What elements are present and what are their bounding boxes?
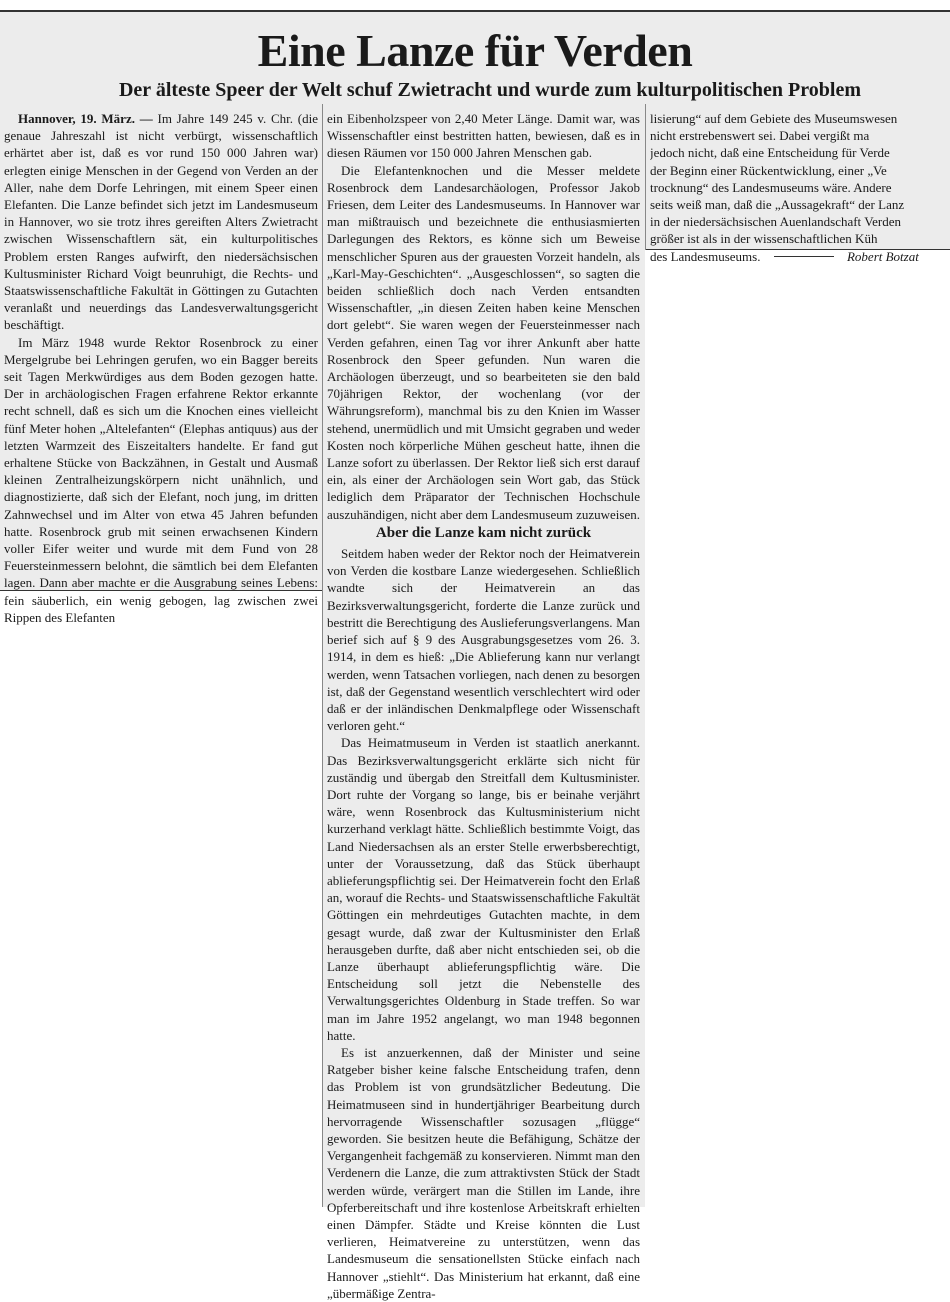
column-3 [650,110,950,265]
paragraph-5: Seitdem haben weder der Rektor noch der Heimatverein von Verden die kostbare Lanze wiedergesehen. Schließlich wandte sich der Heimatverein an das Bezirksverwaltungsgericht, forderte die Lanze zurück und bestritt die Berechtigung des Auslieferungsverlangens. Man berief sich auf § 9 des Ausgrabungsgesetzes vom 26. 3. 1914, in dem es hieß: „Die Ablieferung kann nur verlangt werden, wenn Tatsachen vorliegen, nach denen zu besorgen ist, daß der Gegenstand wesentlich verschlechtert wird oder daß er der inländischen Denkmalpflege oder Wissenschaft verloren geht.“ [327,546,640,734]
col3-line: jedoch nicht, daß eine Entscheidung für Verde [650,145,890,161]
column-1 [4,110,318,626]
paragraph-7: Es ist anzuerkennen, daß der Minister und seine Ratgeber bisher keine falsche Entscheidung trafen, denn das Problem ist von grundsätzlicher Bedeutung. Die Heimatmuseen sind in hundertjähriger Bearbeitung durch hervorragende Wissenschaftler sozusagen „flügge“ geworden. Sie besitzen heute die Befähigung, Schätze der Vergangenheit fachgemäß zu konservieren. Nimmt man den Verdenern die Lanze, die zum attraktivsten Stück der Stadt werden würde, verärgert man die Stillen im Lande, ihre Opferbereitschaft und ihre kostenlose Arbeitskraft erhielten einen Dämpfer. Städte und Kreise könnten die Lust verlieren, Heimatvereine zu unterstützen, wenn das Landesmuseum die sensationellsten Stücke einfach nach Hannover „stiehlt“. Das Ministerium hat erkannt, daß eine „übermäßige Zentra- [327,1044,640,1301]
paragraph-6: Das Heimatmuseum in Verden ist staatlich anerkannt. Das Bezirksverwaltungsgericht erklärte sich nicht für zuständig und übergab den Streitfall dem Kultusminister. Dort ruhte der Vorgang so lange, bis er beinahe verjährt wäre, wenn Rosenbrock das Kultusministerium nicht kurzerhand verklagt hätte. Schließlich bestimmte Voigt, das Land Niedersachsen als an erster Stelle erwerbsberechtigt, unter der Voraussetzung, daß das Stück überhaupt ablieferungspflichtig sei. Der Heimatverein focht den Erlaß an, worauf die Rechts- und Staatswissenschaftliche Fakultät Göttingen ein mehrdeutiges Gutachten machte, in dem gesagt wurde, daß zwar der Kultusminister den Erlaß herausgeben durfte, daß aber nicht entschieden sei, ob die Lanze überhaupt ablieferungspflichtig wäre. Die Entscheidung soll jetzt die Nebenstelle des Verwaltungsgerichtes Oldenburg in Stade treffen. So war man im Jahre 1952 angelangt, wo man 1948 begonnen hatte. [327,735,640,1043]
end-rule [774,256,834,257]
column-divider-1 [322,104,323,1207]
paragraph-4: Die Elefantenknochen und die Messer meldete Rosenbrock dem Landesarchäologen, Professor Jakob Friesen, dem Leiter des Landesmuseums. In Hannover war man mißtrauisch und bezeichnete die enthusiasmierten Darlegungen des Rektors, es könne sich um Beweise menschlicher Spuren aus der grauesten Vorzeit handeln, als „Karl-May-Geschichten“. „Ausgeschlossen“, so sagten die beiden schließlich doch nach Verden entsandten Wissenschaftler, „in diesen Zeiten haben keine Menschen dort gelebt“. Sie waren wegen der Feuersteinmesser nach Verden gefahren, einen Tag vor ihrer Ankunft aber hatte Rosenbrock den Speer gefunden. Nun waren die Archäologen überzeugt, und so bearbeiteten sie den bald 70jährigen Rektor, der wochenlang (vor der Währungsreform), manchmal bis zu den Knien im Wasser stehend, unermüdlich und mit Umsicht gegraben und weder Kosten noch körperliche Mühen gescheut hatte, ihnen die Lanze sofort zu überlassen. Der Rektor ließ sich erst darauf ein, als einer der Archäologen sein Wort gab, das Stück lediglich dem Präparator der Technischen Hochschule auszuhändigen, nicht aber dem Landesmuseum zuzuweisen. [327,162,640,522]
col3-line: trocknung“ des Landesmuseums wäre. Andere [650,179,892,195]
top-rule [0,10,950,12]
headline: Eine Lanze für Verden [257,25,693,76]
author-signature: Robert Botzat [846,248,919,264]
col3-line: nicht erstrebenswert sei. Dabei vergißt ma [650,128,870,144]
paragraph-3: ein Eibenholzspeer von 2,40 Meter Länge. Damit war, was Wissenschaftler einst bestritten hatten, bewiesen, daß es in diesen Räumen vor 150 000 Jahren Menschen gab. [327,111,640,161]
column-divider-2 [645,104,646,250]
col3-line: seits weiß man, daß die „Aussagekraft“ der Lanz [650,197,905,213]
col3-last-line [650,248,950,265]
column-2 [327,110,640,1302]
crosshead: Aber die Lanze kam nicht zurück [375,524,592,541]
col3-line: der Beginn einer Rückentwicklung, einer „Ve [650,162,887,178]
paragraph-2: Im März 1948 wurde Rektor Rosenbrock zu einer Mergelgrube bei Lehringen gerufen, wo ein Bagger bereits seit Tagen Merkwürdiges aus dem Boden gezogen hatte. Der in archäologischen Fragen erfahrene Rektor erkannte recht schnell, daß es sich um die Knochen eines vielleicht fünf Meter hohen „Altelefanten“ (Elephas antiquus) aus der letzten Warmzeit des Eiszeitalters handelte. Er fand gut erhaltene Stücke von Backzähnen, in Gestalt und Ausmaß kleinen Zentralheizungskörpern nicht unähnlich, und diagnostizierte, daß sich der Elefant, noch jung, im dritten Zahnwechsel und im Alter von etwa 45 Jahren befunden hatte. Rosenbrock grub mit seinen erwachsenen Kindern voller Eifer weiter und wurde mit dem Fund von 28 Feuersteinmessern belohnt, die sämtlich bei dem Elefanten lagen. Dann aber machte er die Ausgrabung seines Lebens: fein säuberlich, ein wenig gebogen, lag zwischen zwei Rippen des Elefanten [4,334,318,625]
col3-line: lisierung“ auf dem Gebiete des Museumswesen [650,111,898,126]
dateline: Hannover, 19. März. — [18,111,153,126]
col3-line: des Landesmuseums. [650,248,761,264]
col3-line: größer ist als in der wissenschaftlichen Küh [650,231,878,247]
paragraph-1-text: Im Jahre 149 245 v. Chr. (die genaue Jahreszahl ist nicht verbürgt, wissenschaftlich erhärtet aber ist, daß es vor rund 150 000 Jahren war) erlegten einige Menschen in der Gegend von Verden an der Aller, nahe dem Dorfe Lehringen, mit einem Speer einen Elefanten. Die Lanze befindet sich jetzt im Landesmuseum in Hannover, wo sie trotz ihres gereiften Alters Zwietracht zwischen Wissenschaftlern sät, ein kulturpolitisches Problem ersten Ranges aufwirft, den niedersächsischen Kultusminister Richard Voigt beunruhigt, die Rechts- und Staatswissenschaftliche Fakultät in Göttingen zu Gutachten veranlaßt und neuerdings das Landesverwaltungsgericht beschäftigt. [4,111,318,333]
paragraph-1 [4,110,318,334]
col3-line: in der niedersächsischen Auenlandschaft Verden [650,214,902,230]
subheadline: Der älteste Speer der Welt schuf Zwietracht und wurde zum kulturpolitischen Problem [118,79,861,101]
